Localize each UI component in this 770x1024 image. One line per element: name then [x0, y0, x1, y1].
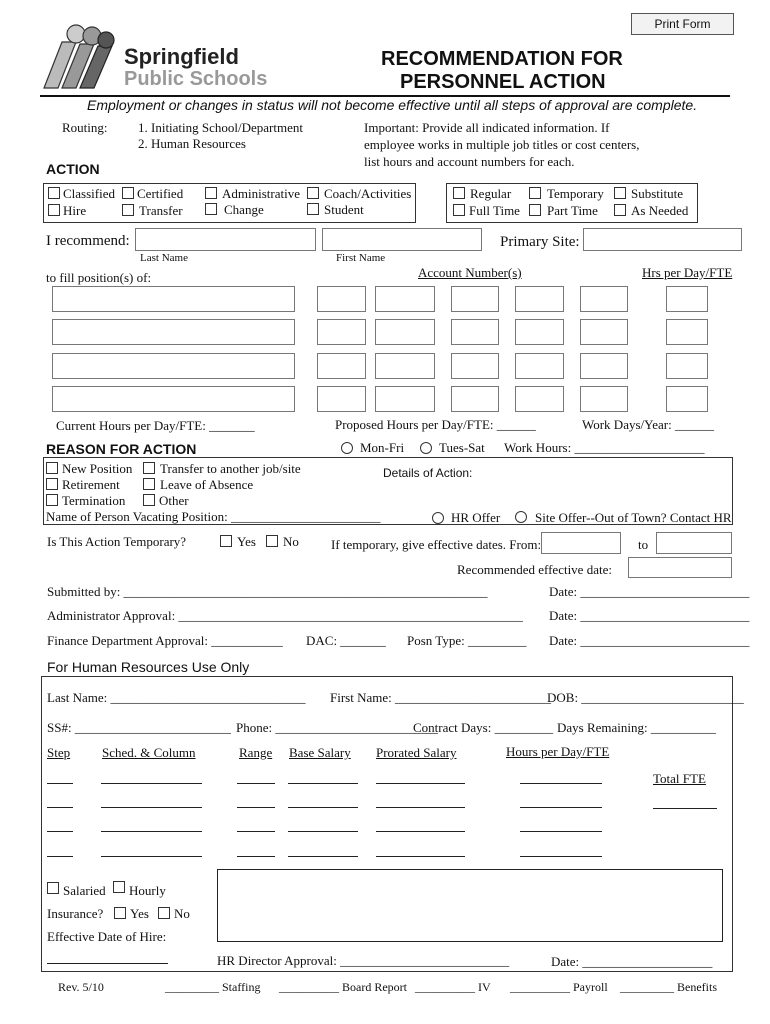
insurance-no-checkbox[interactable] [158, 907, 170, 919]
site-offer-label: Site Offer--Out of Town? Contact HR [535, 510, 732, 525]
hr-dob: DOB: _________________________ [547, 690, 744, 705]
as-needed-label: As Needed [631, 203, 689, 218]
work-days: Work Days/Year: ______ [582, 417, 714, 432]
logo-line2: Public Schools [124, 68, 268, 90]
footer-payroll: __________ Payroll [510, 980, 608, 994]
proposed-hours: Proposed Hours per Day/FTE: ______ [335, 417, 536, 432]
hours-day-line [520, 831, 602, 832]
recommended-date-input[interactable] [628, 557, 732, 578]
hr-prorated-header: Prorated Salary [376, 745, 457, 760]
hr-director-date: Date: ____________________ [551, 954, 713, 969]
account-input-2[interactable] [375, 353, 435, 379]
account-input-1[interactable] [317, 386, 366, 412]
primary-site-input[interactable] [583, 228, 742, 251]
springfield-logo-icon [40, 22, 122, 92]
hours-day-line [520, 807, 602, 808]
hire-checkbox[interactable] [48, 204, 60, 216]
routing-item-2: 2. Human Resources [138, 136, 246, 151]
account-input-3[interactable] [451, 353, 499, 379]
step-line [47, 831, 73, 832]
temporary-checkbox[interactable] [529, 187, 541, 199]
account-input-3[interactable] [451, 319, 499, 345]
hr-contract-days: Contract Days: _________ [413, 720, 554, 735]
base-salary-line [288, 831, 358, 832]
account-input-4[interactable] [515, 319, 564, 345]
position-title-input[interactable] [52, 353, 295, 379]
hr-ssn: SS#: ________________________ [47, 720, 231, 735]
effective-hire-line [47, 963, 168, 964]
hr-step-header: Step [47, 745, 71, 760]
hours-day-line [520, 783, 602, 784]
temp-from-input[interactable] [541, 532, 621, 554]
sched-line [101, 807, 202, 808]
account-input-4[interactable] [515, 286, 564, 312]
insurance-yes-checkbox[interactable] [114, 907, 126, 919]
certified-checkbox[interactable] [122, 187, 134, 199]
last-name-caption: Last Name [140, 252, 188, 264]
termination-checkbox[interactable] [46, 494, 58, 506]
rev-label: Rev. 5/10 [58, 980, 104, 994]
hr-offer-radio[interactable] [432, 512, 444, 524]
dac-field: DAC: _______ [306, 633, 386, 648]
details-label: Details of Action: [383, 466, 473, 480]
full-time-label: Full Time [469, 203, 520, 218]
finance-approval: Finance Department Approval: ___________ [47, 633, 283, 648]
vacating-label: Name of Person Vacating Position: _______________________ [46, 509, 381, 524]
new-position-checkbox[interactable] [46, 462, 58, 474]
regular-label: Regular [470, 186, 512, 201]
other-checkbox[interactable] [143, 494, 155, 506]
account-input-5[interactable] [580, 353, 628, 379]
temp-to-label: to [638, 537, 649, 552]
coach-label: Coach/Activities [324, 186, 412, 201]
base-salary-line [288, 856, 358, 857]
important-line1: Important: Provide all indicated information. If [364, 120, 610, 135]
sched-line [101, 856, 202, 857]
as-needed-checkbox[interactable] [614, 204, 626, 216]
footer-iv: __________ IV [415, 980, 491, 994]
account-input-5[interactable] [580, 319, 628, 345]
submitted-date: Date: __________________________ [549, 584, 750, 599]
current-hours: Current Hours per Day/FTE: _______ [56, 418, 255, 433]
recommend-label: I recommend: [46, 233, 130, 249]
position-title-input[interactable] [52, 319, 295, 345]
important-line2: employee works in multiple job titles or cost centers, [364, 137, 640, 152]
retirement-label: Retirement [62, 477, 120, 492]
account-input-3[interactable] [451, 386, 499, 412]
classified-checkbox[interactable] [48, 187, 60, 199]
hrs-fte-input[interactable] [666, 286, 708, 312]
base-salary-line [288, 783, 358, 784]
hr-days-remaining: Days Remaining: __________ [557, 720, 716, 735]
routing-label: Routing: [62, 120, 108, 135]
range-line [237, 856, 275, 857]
administrator-approval: Administrator Approval: _____________________________________________________ [47, 608, 523, 623]
classified-label: Classified [63, 186, 115, 201]
part-time-label: Part Time [547, 203, 598, 218]
temporary-question: Is This Action Temporary? [47, 534, 187, 549]
hr-last-name: Last Name: ______________________________ [47, 690, 306, 705]
prorated-salary-line [376, 783, 465, 784]
new-position-label: New Position [62, 461, 133, 476]
regular-checkbox[interactable] [453, 187, 465, 199]
temp-no-checkbox[interactable] [266, 535, 278, 547]
account-input-2[interactable] [375, 286, 435, 312]
temp-no-label: No [283, 534, 299, 549]
account-input-1[interactable] [317, 319, 366, 345]
account-input-1[interactable] [317, 286, 366, 312]
sched-line [101, 831, 202, 832]
account-input-3[interactable] [451, 286, 499, 312]
hr-phone: Phone: _________________________ [236, 720, 438, 735]
student-checkbox[interactable] [307, 203, 319, 215]
temp-dates-label: If temporary, give effective dates. From: [331, 537, 542, 552]
student-label: Student [324, 202, 364, 217]
hourly-checkbox[interactable] [113, 881, 125, 893]
substitute-checkbox[interactable] [614, 187, 626, 199]
submitted-by: Submitted by: ________________________________________________________ [47, 584, 488, 599]
termination-label: Termination [62, 493, 126, 508]
transfer-site-label: Transfer to another job/site [160, 461, 301, 476]
posn-type: Posn Type: _________ [407, 633, 527, 648]
prorated-salary-line [376, 831, 465, 832]
footer-benefits: _________ Benefits [620, 980, 717, 994]
account-input-1[interactable] [317, 353, 366, 379]
insurance-no-label: No [174, 906, 190, 921]
step-line [47, 807, 73, 808]
transfer-site-checkbox[interactable] [143, 462, 155, 474]
tues-sat-radio[interactable] [420, 442, 432, 454]
leave-label: Leave of Absence [160, 477, 254, 492]
recommended-date-label: Recommended effective date: [457, 562, 612, 577]
hr-heading: For Human Resources Use Only [47, 659, 250, 675]
form-title-line1: RECOMMENDATION FOR [381, 48, 623, 70]
hr-notes-box[interactable] [217, 869, 723, 942]
site-offer-radio[interactable] [515, 511, 527, 523]
full-time-checkbox[interactable] [453, 204, 465, 216]
account-numbers-header: Account Number(s) [418, 265, 522, 280]
change-label: Change [224, 202, 264, 217]
part-time-checkbox[interactable] [529, 204, 541, 216]
salaried-checkbox[interactable] [47, 882, 59, 894]
tues-sat-label: Tues-Sat [439, 440, 485, 455]
footer-staffing: _________ Staffing [165, 980, 261, 994]
step-line [47, 783, 73, 784]
important-line3: list hours and account numbers for each. [364, 154, 575, 169]
base-salary-line [288, 807, 358, 808]
finance-date: Date: __________________________ [549, 633, 750, 648]
administrative-label: Administrative [222, 186, 300, 201]
temp-yes-checkbox[interactable] [220, 535, 232, 547]
hr-base-salary-header: Base Salary [289, 745, 351, 760]
hrs-fte-input[interactable] [666, 353, 708, 379]
range-line [237, 783, 275, 784]
hr-range-header: Range [239, 745, 273, 760]
work-hours: Work Hours: ____________________ [504, 440, 705, 455]
temp-yes-label: Yes [237, 534, 256, 549]
account-input-5[interactable] [580, 386, 628, 412]
administrator-date: Date: __________________________ [549, 608, 750, 623]
first-name-caption: First Name [336, 252, 386, 264]
leave-checkbox[interactable] [143, 478, 155, 490]
hr-total-fte-header: Total FTE [653, 771, 706, 786]
temporary-label: Temporary [547, 186, 604, 201]
mon-fri-label: Mon-Fri [360, 440, 405, 455]
subtitle: Employment or changes in status will not become effective until all steps of approval are complete. [87, 97, 698, 113]
certified-label: Certified [137, 186, 184, 201]
hours-day-line [520, 856, 602, 857]
transfer-checkbox[interactable] [122, 204, 134, 216]
hr-director-approval: HR Director Approval: __________________________ [217, 953, 510, 968]
hrs-fte-input[interactable] [666, 386, 708, 412]
hrs-per-day-header: Hrs per Day/FTE [642, 265, 733, 280]
retirement-checkbox[interactable] [46, 478, 58, 490]
prorated-salary-line [376, 807, 465, 808]
action-heading: ACTION [46, 161, 100, 177]
hr-first-name: First Name: ________________________ [330, 690, 551, 705]
insurance-yes-label: Yes [130, 906, 149, 921]
account-input-4[interactable] [515, 386, 564, 412]
position-title-input[interactable] [52, 386, 295, 412]
print-form-button[interactable]: Print Form [631, 13, 734, 35]
routing-item-1: 1. Initiating School/Department [138, 120, 303, 135]
substitute-label: Substitute [631, 186, 684, 201]
account-input-4[interactable] [515, 353, 564, 379]
account-input-2[interactable] [375, 386, 435, 412]
hr-sched-header: Sched. & Column [102, 745, 196, 760]
salaried-label: Salaried [63, 883, 106, 898]
sched-line [101, 783, 202, 784]
fill-position-label: to fill position(s) of: [46, 270, 152, 285]
insurance-label: Insurance? [47, 906, 104, 921]
administrative-checkbox[interactable] [205, 187, 217, 199]
transfer-label: Transfer [139, 203, 183, 218]
logo-line1: Springfield [124, 44, 239, 69]
account-input-5[interactable] [580, 286, 628, 312]
primary-site-label: Primary Site: [500, 234, 580, 250]
change-checkbox[interactable] [205, 203, 217, 215]
reason-heading: REASON FOR ACTION [46, 441, 197, 457]
range-line [237, 831, 275, 832]
hire-label: Hire [63, 203, 87, 218]
mon-fri-radio[interactable] [341, 442, 353, 454]
step-line [47, 856, 73, 857]
hrs-fte-input[interactable] [666, 319, 708, 345]
first-name-input[interactable] [322, 228, 482, 251]
range-line [237, 807, 275, 808]
last-name-input[interactable] [135, 228, 316, 251]
form-title-line2: PERSONNEL ACTION [400, 71, 606, 93]
coach-checkbox[interactable] [307, 187, 319, 199]
hr-offer-label: HR Offer [451, 510, 501, 525]
hr-hours-header: Hours per Day/FTE [506, 744, 610, 759]
effective-hire-label: Effective Date of Hire: [47, 929, 167, 944]
position-title-input[interactable] [52, 286, 295, 312]
account-input-2[interactable] [375, 319, 435, 345]
other-label: Other [159, 493, 189, 508]
prorated-salary-line [376, 856, 465, 857]
footer-board: __________ Board Report [279, 980, 407, 994]
hourly-label: Hourly [129, 883, 166, 898]
total-fte-line [653, 808, 717, 809]
temp-to-input[interactable] [656, 532, 732, 554]
